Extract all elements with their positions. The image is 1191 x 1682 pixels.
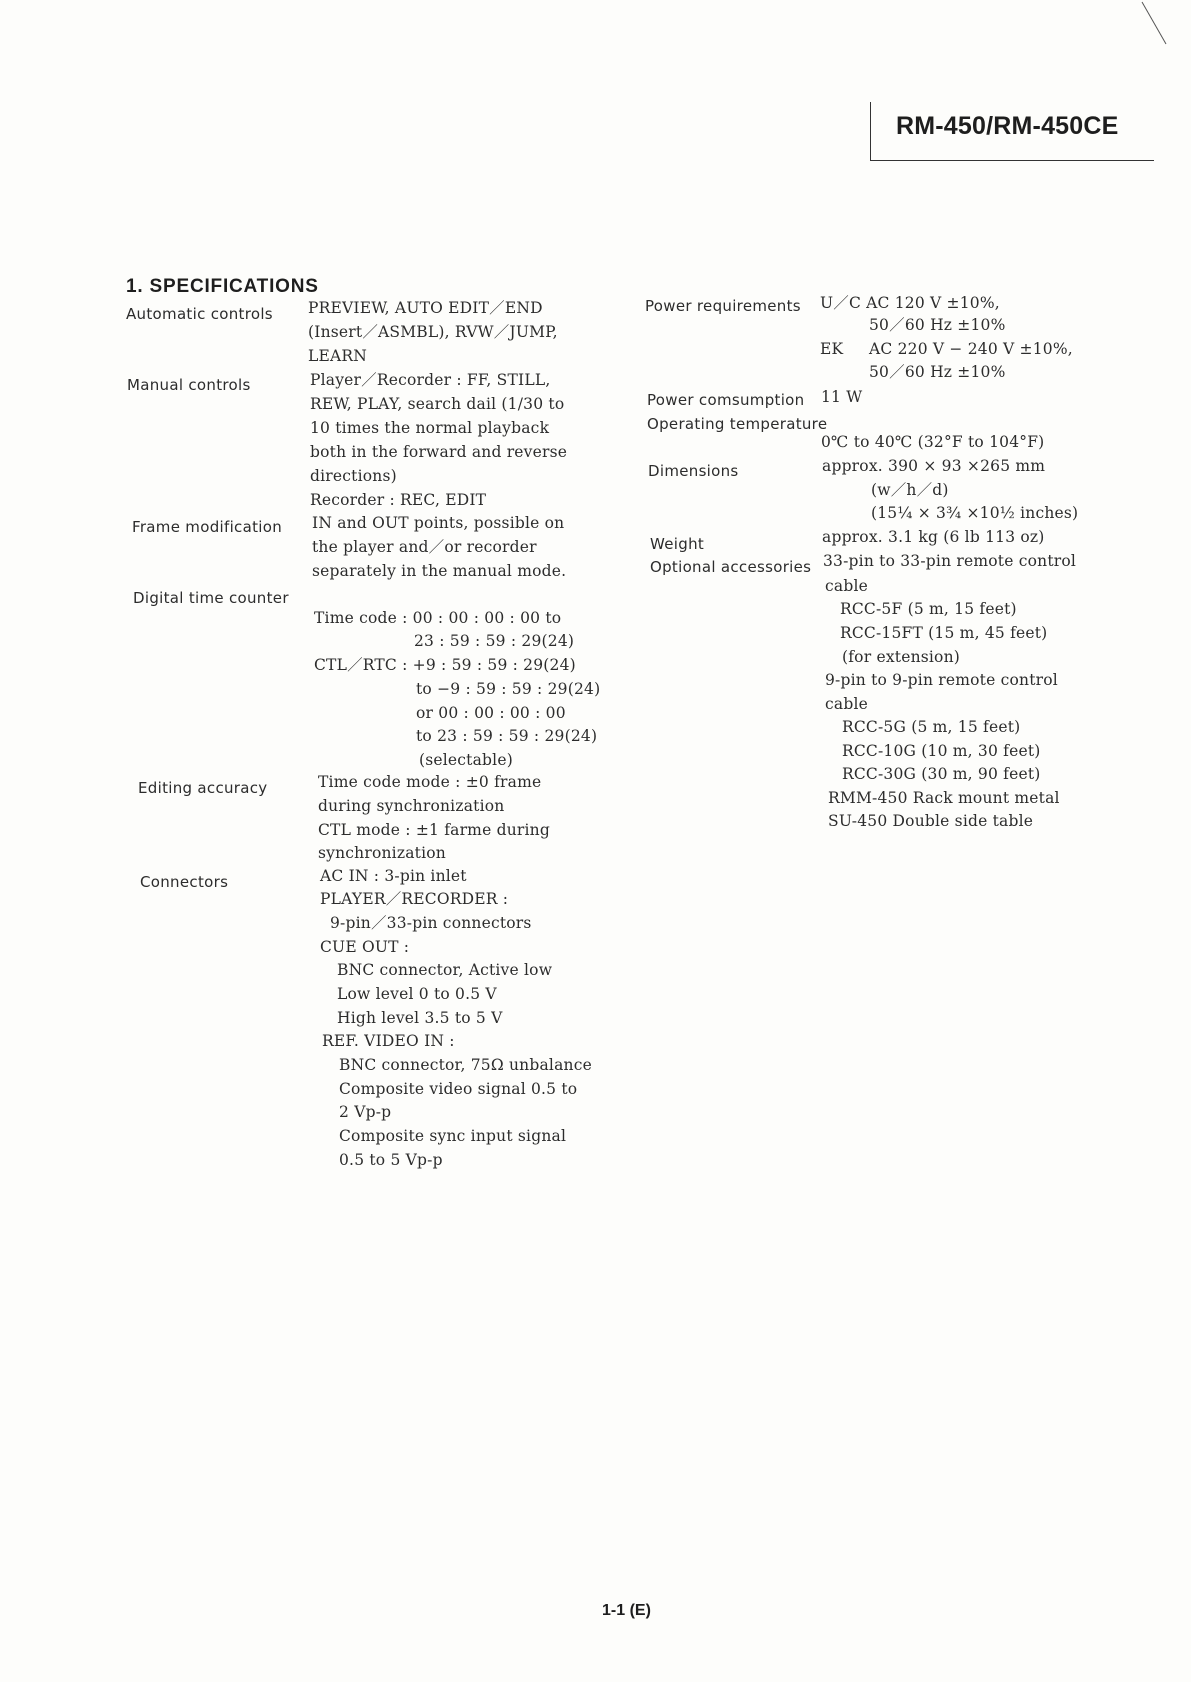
spec-label-operating-temperature: Operating temperature — [647, 415, 828, 433]
spec-value-line: 50／60 Hz ±10% — [869, 363, 1006, 381]
spec-value-line: cable — [825, 695, 868, 713]
spec-value-line: 9-pin to 9-pin remote control — [825, 671, 1058, 689]
spec-value-line: 10 times the normal playback — [310, 419, 550, 437]
spec-value-line: synchronization — [318, 844, 446, 862]
spec-value-line: IN and OUT points, possible on — [312, 514, 565, 532]
spec-value-line: REF. VIDEO IN : — [322, 1032, 455, 1050]
spec-value-line: (for extension) — [842, 648, 961, 666]
spec-value-line: PLAYER／RECORDER : — [320, 890, 509, 908]
spec-value-line: (15¼ × 3¾ ×10½ inches) — [871, 504, 1079, 522]
spec-value-line: CTL／RTC : +9 : 59 : 59 : 29(24) — [314, 656, 576, 674]
spec-value-line: RCC-30G (30 m, 90 feet) — [842, 765, 1041, 783]
spec-label-frame-modification: Frame modification — [132, 518, 283, 536]
spec-value-line: cable — [825, 577, 868, 595]
spec-value-line: AC IN : 3-pin inlet — [320, 867, 467, 885]
spec-value-line: 11 W — [821, 388, 863, 406]
spec-label-connectors: Connectors — [140, 873, 229, 891]
spec-value-line: 9-pin／33-pin connectors — [330, 914, 532, 932]
spec-value-line: Player／Recorder : FF, STILL, — [310, 371, 551, 389]
spec-value-line: EK — [820, 340, 844, 358]
spec-label-optional-accessories: Optional accessories — [650, 558, 812, 576]
spec-label-automatic-controls: Automatic controls — [126, 305, 273, 323]
spec-value-line: 23 : 59 : 59 : 29(24) — [414, 632, 575, 650]
spec-value-line: 0.5 to 5 Vp-p — [339, 1151, 443, 1169]
spec-value-line: the player and／or recorder — [312, 538, 537, 556]
spec-value-line: 33-pin to 33-pin remote control — [823, 552, 1077, 570]
spec-value-line: Recorder : REC, EDIT — [310, 491, 487, 509]
spec-value-line: (selectable) — [419, 751, 513, 769]
spec-label-editing-accuracy: Editing accuracy — [138, 779, 268, 797]
spec-value-line: RMM-450 Rack mount metal — [828, 789, 1060, 807]
spec-value-line: CTL mode : ±1 farme during — [318, 821, 550, 839]
spec-value-line: U／C AC 120 V ±10%, — [820, 294, 1000, 312]
page-number: 1-1 (E) — [602, 1602, 651, 1619]
spec-value-line: or 00 : 00 : 00 : 00 — [416, 704, 566, 722]
spec-value-line: RCC-10G (10 m, 30 feet) — [842, 742, 1041, 760]
spec-value-line: RCC-5F (5 m, 15 feet) — [840, 600, 1017, 618]
spec-label-power-consumption: Power comsumption — [647, 391, 805, 409]
spec-value-line: Composite video signal 0.5 to — [339, 1080, 578, 1098]
spec-value-line: during synchronization — [318, 797, 505, 815]
spec-value-line: 50／60 Hz ±10% — [869, 316, 1006, 334]
corner-crop-mark — [1140, 0, 1170, 50]
spec-value-line: Low level 0 to 0.5 V — [337, 985, 497, 1003]
spec-value-line: RCC-5G (5 m, 15 feet) — [842, 718, 1021, 736]
spec-value-line: both in the forward and reverse — [310, 443, 568, 461]
spec-label-dimensions: Dimensions — [648, 462, 739, 480]
spec-value-line: Time code mode : ±0 frame — [318, 773, 542, 791]
spec-value-line: SU-450 Double side table — [828, 812, 1034, 830]
spec-value-line: High level 3.5 to 5 V — [337, 1009, 503, 1027]
spec-value-line: CUE OUT : — [320, 938, 410, 956]
spec-value-line: 2 Vp-p — [339, 1103, 392, 1121]
spec-value-line: separately in the manual mode. — [312, 562, 567, 580]
spec-value-line: Composite sync input signal — [339, 1127, 567, 1145]
spec-value-line: PREVIEW, AUTO EDIT／END — [308, 299, 543, 317]
spec-value-line: LEARN — [308, 347, 368, 365]
model-title: RM-450/RM-450CE — [896, 112, 1119, 140]
spec-label-manual-controls: Manual controls — [127, 376, 251, 394]
spec-label-weight: Weight — [650, 535, 705, 553]
spec-value-line: BNC connector, Active low — [337, 961, 553, 979]
spec-value-line: to 23 : 59 : 59 : 29(24) — [416, 727, 598, 745]
section-title: 1. SPECIFICATIONS — [126, 276, 319, 297]
spec-value-line: (w／h／d) — [871, 481, 949, 499]
spec-label-digital-time-counter: Digital time counter — [133, 589, 289, 607]
spec-value-line: BNC connector, 75Ω unbalance — [339, 1056, 592, 1074]
spec-value-line: to −9 : 59 : 59 : 29(24) — [416, 680, 601, 698]
spec-value-line: AC 220 V − 240 V ±10%, — [869, 340, 1073, 358]
spec-value-line: directions) — [310, 467, 397, 485]
spec-value-line: approx. 3.1 kg (6 lb 113 oz) — [822, 528, 1045, 546]
spec-value-line: Time code : 00 : 00 : 00 : 00 to — [314, 609, 562, 627]
spec-label-power-requirements: Power requirements — [645, 297, 801, 315]
spec-value-line: 0℃ to 40℃ (32°F to 104°F) — [821, 433, 1045, 451]
spec-value-line: approx. 390 × 93 ×265 mm — [822, 457, 1046, 475]
spec-value-line: RCC-15FT (15 m, 45 feet) — [840, 624, 1048, 642]
spec-value-line: REW, PLAY, search dail (1/30 to — [310, 395, 565, 413]
spec-value-line: (Insert／ASMBL), RVW／JUMP, — [308, 323, 558, 341]
